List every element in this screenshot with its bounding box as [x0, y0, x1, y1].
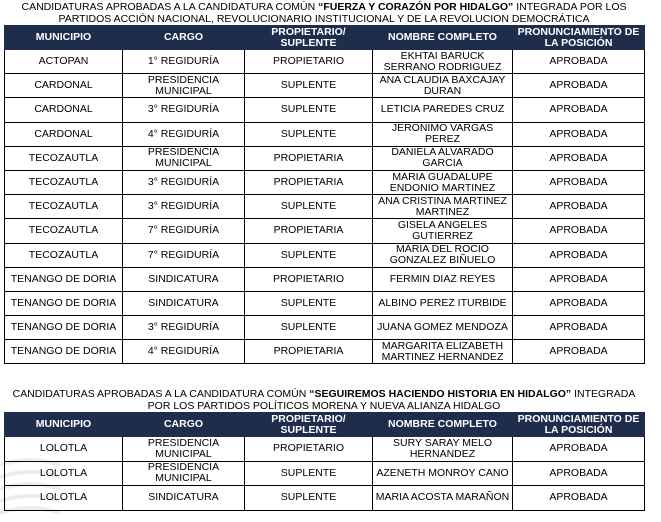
- cargo-cell: SINDICATURA: [123, 486, 245, 511]
- table-row: [5, 146, 645, 170]
- table2-title-post: INTEGRADA POR LOS PARTIDOS POLÍTICOS MORENA Y NUEVA ALIANZA HIDALGO: [147, 388, 636, 412]
- table1-title-post: INTEGRADA POR LOS PARTIDOS ACCIÓN NACIONAL, REVOLUCIONARIO INSTITUCIONAL Y DE LA REVOLUCION DEMOCRÁTICA: [58, 1, 627, 25]
- cargo-cell: 3° REGIDURÍA: [123, 170, 245, 194]
- table1-header-row: [5, 26, 645, 50]
- propietario-suplente-cell: SUPLENTE: [245, 316, 373, 340]
- table-row: [5, 243, 645, 267]
- table2: [4, 412, 645, 511]
- propietario-suplente-cell: PROPIETARIO: [245, 50, 373, 74]
- cargo-cell: 3° REGIDURÍA: [123, 195, 245, 219]
- propietario-suplente-cell: SUPLENTE: [245, 461, 373, 486]
- table-row: [5, 486, 645, 511]
- pronunciamiento-cell: APROBADA: [513, 122, 645, 146]
- table2-title: [4, 389, 644, 412]
- propietario-suplente-cell: SUPLENTE: [245, 98, 373, 122]
- pronunciamiento-cell: APROBADA: [513, 291, 645, 315]
- municipio-cell: ACTOPAN: [5, 50, 123, 74]
- municipio-cell: TECOZAUTLA: [5, 170, 123, 194]
- header-nombre-completo: NOMBRE COMPLETO: [373, 413, 513, 437]
- table2-header-row: [5, 413, 645, 437]
- table-row: [5, 195, 645, 219]
- cargo-cell: PRESIDENCIA MUNICIPAL: [123, 146, 245, 170]
- cargo-cell: SINDICATURA: [123, 267, 245, 291]
- nombre-cell: ALBINO PEREZ ITURBIDE: [373, 291, 513, 315]
- nombre-cell: ANA CRISTINA MARTINEZ MARTINEZ: [373, 195, 513, 219]
- pronunciamiento-cell: APROBADA: [513, 170, 645, 194]
- pronunciamiento-cell: APROBADA: [513, 267, 645, 291]
- cargo-cell: 7° REGIDURÍA: [123, 219, 245, 243]
- pronunciamiento-cell: APROBADA: [513, 340, 645, 364]
- table1-title: [4, 2, 644, 25]
- table-row: [5, 437, 645, 462]
- municipio-cell: TECOZAUTLA: [5, 219, 123, 243]
- propietario-suplente-cell: SUPLENTE: [245, 486, 373, 511]
- municipio-cell: TENANGO DE DORIA: [5, 316, 123, 340]
- table1-body: [5, 50, 645, 364]
- propietario-suplente-cell: SUPLENTE: [245, 122, 373, 146]
- table-row: [5, 340, 645, 364]
- municipio-cell: TECOZAUTLA: [5, 146, 123, 170]
- table-row: [5, 219, 645, 243]
- municipio-cell: LOLOTLA: [5, 461, 123, 486]
- pronunciamiento-cell: APROBADA: [513, 195, 645, 219]
- table-row: [5, 98, 645, 122]
- pronunciamiento-cell: APROBADA: [513, 74, 645, 98]
- cargo-cell: 4° REGIDURÍA: [123, 122, 245, 146]
- nombre-cell: MARIA ACOSTA MARAÑON: [373, 486, 513, 511]
- propietario-suplente-cell: PROPIETARIA: [245, 340, 373, 364]
- table-row: [5, 74, 645, 98]
- header-municipio: MUNICIPIO: [5, 26, 123, 50]
- pronunciamiento-cell: APROBADA: [513, 146, 645, 170]
- table2-block: [4, 389, 644, 511]
- table2-title-pre: CANDIDATURAS APROBADAS A LA CANDIDATURA COMÚN: [12, 388, 310, 400]
- table1-title-coalition: “FUERZA Y CORAZÓN POR HIDALGO”: [318, 1, 514, 13]
- propietario-suplente-cell: SUPLENTE: [245, 243, 373, 267]
- nombre-cell: GISELA ANGELES GUTIERREZ: [373, 219, 513, 243]
- pronunciamiento-cell: APROBADA: [513, 316, 645, 340]
- municipio-cell: CARDONAL: [5, 74, 123, 98]
- propietario-suplente-cell: PROPIETARIA: [245, 146, 373, 170]
- header-cargo: CARGO: [123, 413, 245, 437]
- municipio-cell: LOLOTLA: [5, 437, 123, 462]
- table-row: [5, 122, 645, 146]
- cargo-cell: 7° REGIDURÍA: [123, 243, 245, 267]
- nombre-cell: EKHTAI BARUCK SERRANO RODRIGUEZ: [373, 50, 513, 74]
- nombre-cell: SURY SARAY MELO HERNANDEZ: [373, 437, 513, 462]
- municipio-cell: TECOZAUTLA: [5, 195, 123, 219]
- table1-block: [4, 2, 644, 364]
- municipio-cell: LOLOTLA: [5, 486, 123, 511]
- cargo-cell: PRESIDENCIA MUNICIPAL: [123, 461, 245, 486]
- header-municipio: MUNICIPIO: [5, 413, 123, 437]
- cargo-cell: PRESIDENCIA MUNICIPAL: [123, 74, 245, 98]
- pronunciamiento-cell: APROBADA: [513, 437, 645, 462]
- municipio-cell: CARDONAL: [5, 98, 123, 122]
- pronunciamiento-cell: APROBADA: [513, 219, 645, 243]
- table-row: [5, 50, 645, 74]
- nombre-cell: MARIA GUADALUPE ENDONIO MARTINEZ: [373, 170, 513, 194]
- header-nombre-completo: NOMBRE COMPLETO: [373, 26, 513, 50]
- cargo-cell: 1° REGIDURÍA: [123, 50, 245, 74]
- cargo-cell: SINDICATURA: [123, 291, 245, 315]
- table-row: [5, 316, 645, 340]
- municipio-cell: TECOZAUTLA: [5, 243, 123, 267]
- propietario-suplente-cell: PROPIETARIA: [245, 170, 373, 194]
- table-row: [5, 170, 645, 194]
- municipio-cell: TENANGO DE DORIA: [5, 291, 123, 315]
- header-pronunciamiento: PRONUNCIAMIENTO DE LA POSICIÓN: [513, 26, 645, 50]
- nombre-cell: LETICIA PAREDES CRUZ: [373, 98, 513, 122]
- cargo-cell: 3° REGIDURÍA: [123, 98, 245, 122]
- propietario-suplente-cell: SUPLENTE: [245, 74, 373, 98]
- nombre-cell: JERONIMO VARGAS PEREZ: [373, 122, 513, 146]
- table-row: [5, 461, 645, 486]
- propietario-suplente-cell: SUPLENTE: [245, 195, 373, 219]
- nombre-cell: FERMIN DIAZ REYES: [373, 267, 513, 291]
- municipio-cell: TENANGO DE DORIA: [5, 340, 123, 364]
- propietario-suplente-cell: PROPIETARIO: [245, 437, 373, 462]
- cargo-cell: 4° REGIDURÍA: [123, 340, 245, 364]
- header-cargo: CARGO: [123, 26, 245, 50]
- nombre-cell: MARIA DEL ROCIO GONZALEZ BIÑUELO: [373, 243, 513, 267]
- table2-body: [5, 437, 645, 511]
- propietario-suplente-cell: PROPIETARIO: [245, 267, 373, 291]
- pronunciamiento-cell: APROBADA: [513, 486, 645, 511]
- cargo-cell: PRESIDENCIA MUNICIPAL: [123, 437, 245, 462]
- pronunciamiento-cell: APROBADA: [513, 50, 645, 74]
- municipio-cell: TENANGO DE DORIA: [5, 267, 123, 291]
- municipio-cell: CARDONAL: [5, 122, 123, 146]
- nombre-cell: ANA CLAUDIA BAXCAJAY DURAN: [373, 74, 513, 98]
- pronunciamiento-cell: APROBADA: [513, 98, 645, 122]
- pronunciamiento-cell: APROBADA: [513, 243, 645, 267]
- table2-title-coalition: “SEGUIREMOS HACIENDO HISTORIA EN HIDALGO”: [309, 388, 572, 400]
- table-row: [5, 267, 645, 291]
- header-pronunciamiento: PRONUNCIAMIENTO DE LA POSICIÓN: [513, 413, 645, 437]
- nombre-cell: DANIELA ALVARADO GARCIA: [373, 146, 513, 170]
- watermark-logo-icon: [0, 455, 60, 522]
- nombre-cell: JUANA GOMEZ MENDOZA: [373, 316, 513, 340]
- table-row: [5, 291, 645, 315]
- nombre-cell: MARGARITA ELIZABETH MARTINEZ HERNANDEZ: [373, 340, 513, 364]
- header-propietario-suplente: PROPIETARIO/ SUPLENTE: [245, 413, 373, 437]
- header-propietario-suplente: PROPIETARIO/ SUPLENTE: [245, 26, 373, 50]
- propietario-suplente-cell: SUPLENTE: [245, 291, 373, 315]
- cargo-cell: 3° REGIDURÍA: [123, 316, 245, 340]
- pronunciamiento-cell: APROBADA: [513, 461, 645, 486]
- nombre-cell: AZENETH MONROY CANO: [373, 461, 513, 486]
- table1-title-pre: CANDIDATURAS APROBADAS A LA CANDIDATURA COMÚN: [21, 1, 319, 13]
- propietario-suplente-cell: PROPIETARIA: [245, 219, 373, 243]
- table1: [4, 25, 645, 364]
